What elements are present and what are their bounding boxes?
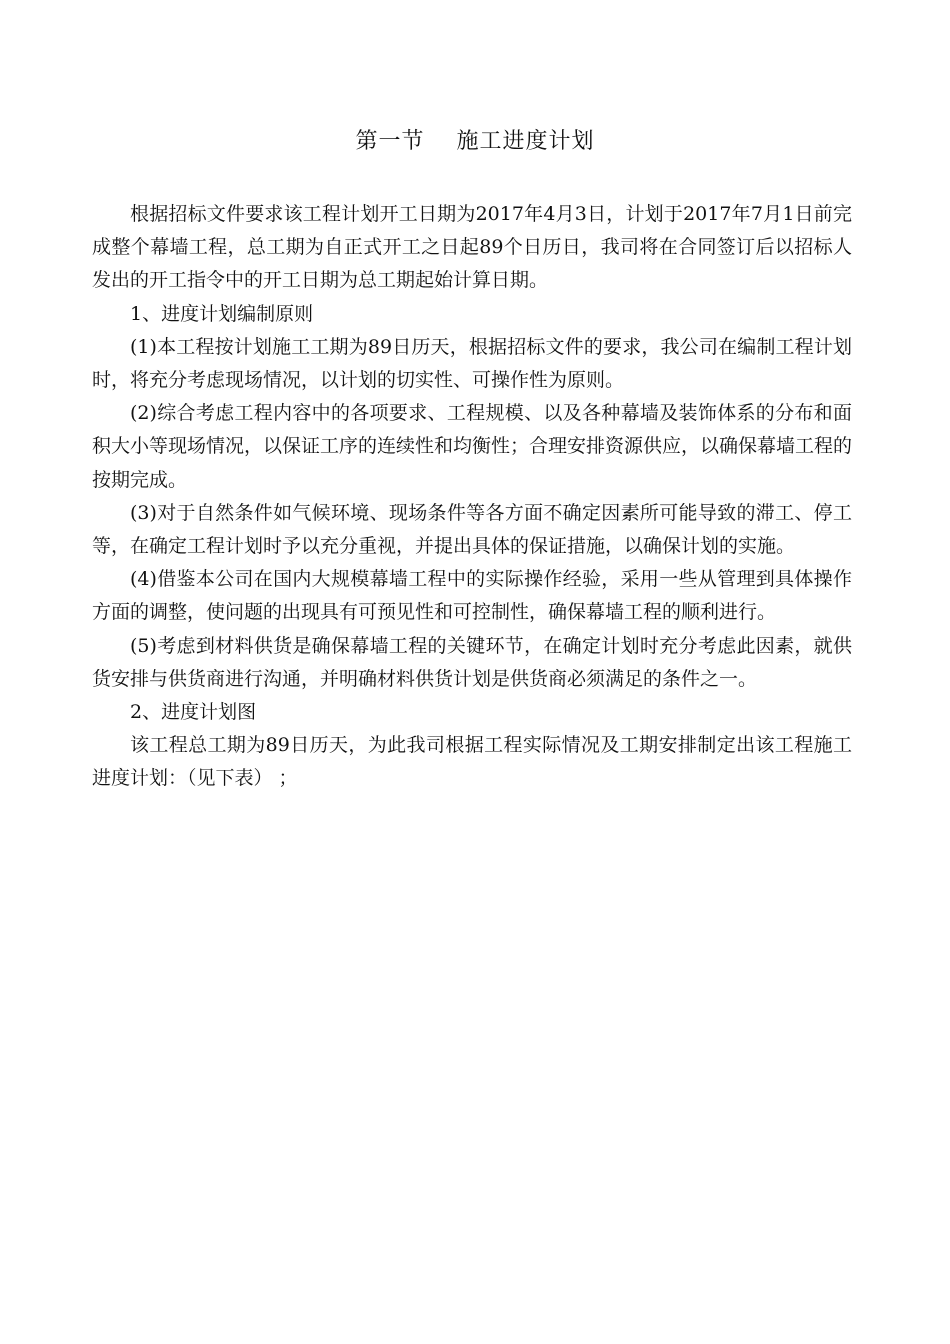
paragraph-principle-4: (4)借鉴本公司在国内大规模幕墙工程中的实际操作经验，采用一些从管理到具体操作方面的调整，使问题的出现具有可预见性和可控制性，确保幕墙工程的顺利进行。 bbox=[92, 568, 852, 624]
paragraph-intro: 根据招标文件要求该工程计划开工日期为2017年4月3日，计划于2017年7月1日前完成整个幕墙工程，总工期为自正式开工之日起89个日历日，我司将在合同签订后以招标人发出的开工指令中的开工日期为总工期起始计算日期。 bbox=[92, 203, 852, 292]
paragraph-principle-2: (2)综合考虑工程内容中的各项要求、工程规模、以及各种幕墙及装饰体系的分布和面积大小等现场情况，以保证工序的连续性和均衡性；合理安排资源供应，以确保幕墙工程的按期完成。 bbox=[92, 402, 853, 491]
document-body bbox=[92, 198, 852, 796]
paragraph-principle-1: (1)本工程按计划施工工期为89日历天，根据招标文件的要求，我公司在编制工程计划时，将充分考虑现场情况，以计划的切实性、可操作性为原则。 bbox=[92, 335, 852, 392]
paragraph-principle-3: (3)对于自然条件如气候环境、现场条件等各方面不确定因素所可能导致的滞工、停工等，在确定工程计划时予以充分重视，并提出具体的保证措施，以确保计划的实施。 bbox=[92, 501, 852, 558]
heading-schedule-chart: 2、进度计划图 bbox=[130, 701, 257, 724]
heading-planning-principles: 1、进度计划编制原则 bbox=[130, 302, 314, 325]
section-title: 第一节 施工进度计划 bbox=[355, 129, 595, 154]
paragraph-principle-5: (5)考虑到材料供货是确保幕墙工程的关键环节，在确定计划时充分考虑此因素，就供货安排与供货商进行沟通，并明确材料供货计划是供货商必须满足的条件之一。 bbox=[92, 634, 852, 690]
paragraph-schedule-note: 该工程总工期为89日历天，为此我司根据工程实际情况及工期安排制定出该工程施工进度计划：（见下表） ； bbox=[92, 734, 852, 790]
